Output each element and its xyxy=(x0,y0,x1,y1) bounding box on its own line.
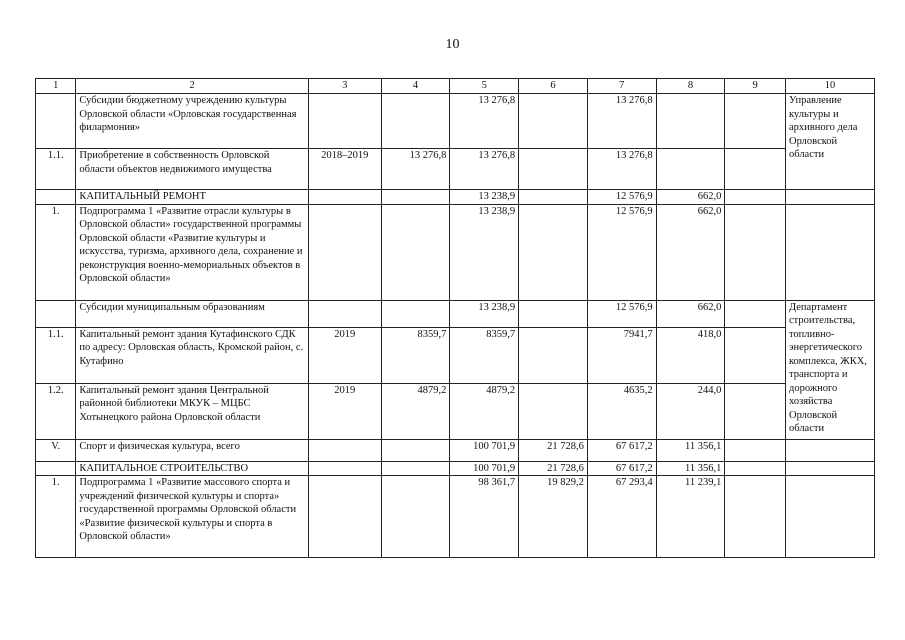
row-federal: 21 728,6 xyxy=(519,461,588,476)
header-cell: 8 xyxy=(656,79,725,94)
table-row xyxy=(36,94,875,149)
row-name: КАПИТАЛЬНОЕ СТРОИТЕЛЬСТВО xyxy=(76,461,308,476)
table-row xyxy=(36,204,875,300)
row-other xyxy=(725,94,786,149)
row-total: 13 276,8 xyxy=(450,94,519,149)
row-other xyxy=(725,149,786,190)
row-other xyxy=(725,476,786,558)
row-other xyxy=(725,327,786,383)
row-regional: 13 276,8 xyxy=(587,94,656,149)
row-other xyxy=(725,190,786,205)
row-local: 662,0 xyxy=(656,190,725,205)
row-name: Спорт и физическая культура, всего xyxy=(76,439,308,461)
row-regional: 4635,2 xyxy=(587,383,656,439)
row-number xyxy=(36,94,76,149)
row-local: 662,0 xyxy=(656,300,725,327)
row-cost: 8359,7 xyxy=(381,327,450,383)
table-row xyxy=(36,190,875,205)
row-local: 418,0 xyxy=(656,327,725,383)
row-number xyxy=(36,190,76,205)
row-period: 2018–2019 xyxy=(308,149,381,190)
row-other xyxy=(725,461,786,476)
row-cost xyxy=(381,94,450,149)
row-federal xyxy=(519,383,588,439)
row-period: 2019 xyxy=(308,327,381,383)
responsible-dept-culture: Управление культуры и архивного дела Орловской области xyxy=(785,94,874,190)
row-period xyxy=(308,300,381,327)
header-row xyxy=(36,79,875,94)
row-name: Подпрограмма 1 «Развитие массового спорта и учреждений физической культуры и спорта» государственной программы Орловской области «Развитие физической культуры и спорта в Орловской области» xyxy=(76,476,308,558)
table-row xyxy=(36,439,875,461)
row-period xyxy=(308,190,381,205)
row-number: 1.1. xyxy=(36,149,76,190)
row-regional: 67 617,2 xyxy=(587,439,656,461)
row-dept xyxy=(785,439,874,461)
row-local: 11 356,1 xyxy=(656,461,725,476)
row-cost: 13 276,8 xyxy=(381,149,450,190)
row-federal xyxy=(519,94,588,149)
row-period xyxy=(308,94,381,149)
row-period xyxy=(308,204,381,300)
row-cost: 4879,2 xyxy=(381,383,450,439)
row-other xyxy=(725,204,786,300)
row-total: 13 238,9 xyxy=(450,204,519,300)
row-total: 4879,2 xyxy=(450,383,519,439)
row-regional: 12 576,9 xyxy=(587,204,656,300)
row-other xyxy=(725,300,786,327)
table-row xyxy=(36,149,875,190)
row-cost xyxy=(381,439,450,461)
row-total: 8359,7 xyxy=(450,327,519,383)
row-total: 98 361,7 xyxy=(450,476,519,558)
row-number: V. xyxy=(36,439,76,461)
row-name: Субсидии бюджетному учреждению культуры Орловской области «Орловская государственная филармония» xyxy=(76,94,308,149)
header-cell: 3 xyxy=(308,79,381,94)
row-dept xyxy=(785,461,874,476)
row-regional: 67 293,4 xyxy=(587,476,656,558)
row-dept xyxy=(785,476,874,558)
row-name: Капитальный ремонт здания Центральной районной библиотеки МКУК – МЦБС Хотынецкого района Орловской области xyxy=(76,383,308,439)
row-regional: 67 617,2 xyxy=(587,461,656,476)
row-local: 11 356,1 xyxy=(656,439,725,461)
row-federal xyxy=(519,204,588,300)
row-federal: 21 728,6 xyxy=(519,439,588,461)
row-number: 1. xyxy=(36,476,76,558)
table-row xyxy=(36,300,875,327)
header-cell: 5 xyxy=(450,79,519,94)
header-cell: 4 xyxy=(381,79,450,94)
table-row xyxy=(36,327,875,383)
row-number xyxy=(36,461,76,476)
program-table xyxy=(35,78,875,558)
row-name: Субсидии муниципальным образованиям xyxy=(76,300,308,327)
row-cost xyxy=(381,461,450,476)
row-local: 244,0 xyxy=(656,383,725,439)
row-local: 11 239,1 xyxy=(656,476,725,558)
row-period xyxy=(308,461,381,476)
responsible-dept-construction: Департамент строительства, топливно-энергетического комплекса, ЖКХ, транспорта и дорожного хозяйства Орловской области xyxy=(785,300,874,439)
row-regional: 7941,7 xyxy=(587,327,656,383)
row-regional: 13 276,8 xyxy=(587,149,656,190)
row-number: 1. xyxy=(36,204,76,300)
row-name: Подпрограмма 1 «Развитие отрасли культуры в Орловской области» государственной программы Орловской области «Развитие культуры и искусства, туризма, архивного дела, сохранение и реконструкция военно-мемориальных объектов в Орловской области» xyxy=(76,204,308,300)
row-cost xyxy=(381,476,450,558)
row-total: 100 701,9 xyxy=(450,461,519,476)
row-federal: 19 829,2 xyxy=(519,476,588,558)
row-total: 13 276,8 xyxy=(450,149,519,190)
row-local xyxy=(656,149,725,190)
table-row xyxy=(36,476,875,558)
header-cell: 1 xyxy=(36,79,76,94)
row-federal xyxy=(519,149,588,190)
row-total: 13 238,9 xyxy=(450,300,519,327)
row-local xyxy=(656,94,725,149)
row-name: Капитальный ремонт здания Кутафинского СДК по адресу: Орловская область, Кромской район, с. Кутафино xyxy=(76,327,308,383)
header-cell: 7 xyxy=(587,79,656,94)
row-federal xyxy=(519,190,588,205)
row-dept xyxy=(785,190,874,205)
header-cell: 9 xyxy=(725,79,786,94)
row-number xyxy=(36,300,76,327)
row-period: 2019 xyxy=(308,383,381,439)
row-cost xyxy=(381,204,450,300)
header-cell: 6 xyxy=(519,79,588,94)
row-total: 13 238,9 xyxy=(450,190,519,205)
row-other xyxy=(725,383,786,439)
row-other xyxy=(725,439,786,461)
row-federal xyxy=(519,327,588,383)
row-name: Приобретение в собственность Орловской области объектов недвижимого имущества xyxy=(76,149,308,190)
row-regional: 12 576,9 xyxy=(587,190,656,205)
row-dept xyxy=(785,204,874,300)
row-number: 1.1. xyxy=(36,327,76,383)
row-local: 662,0 xyxy=(656,204,725,300)
row-regional: 12 576,9 xyxy=(587,300,656,327)
row-number: 1.2. xyxy=(36,383,76,439)
row-cost xyxy=(381,190,450,205)
table-row xyxy=(36,461,875,476)
header-cell: 10 xyxy=(785,79,874,94)
row-name: КАПИТАЛЬНЫЙ РЕМОНТ xyxy=(76,190,308,205)
row-federal xyxy=(519,300,588,327)
header-cell: 2 xyxy=(76,79,308,94)
row-period xyxy=(308,439,381,461)
row-total: 100 701,9 xyxy=(450,439,519,461)
row-cost xyxy=(381,300,450,327)
row-period xyxy=(308,476,381,558)
table-row xyxy=(36,383,875,439)
page-number: 10 xyxy=(445,37,460,52)
